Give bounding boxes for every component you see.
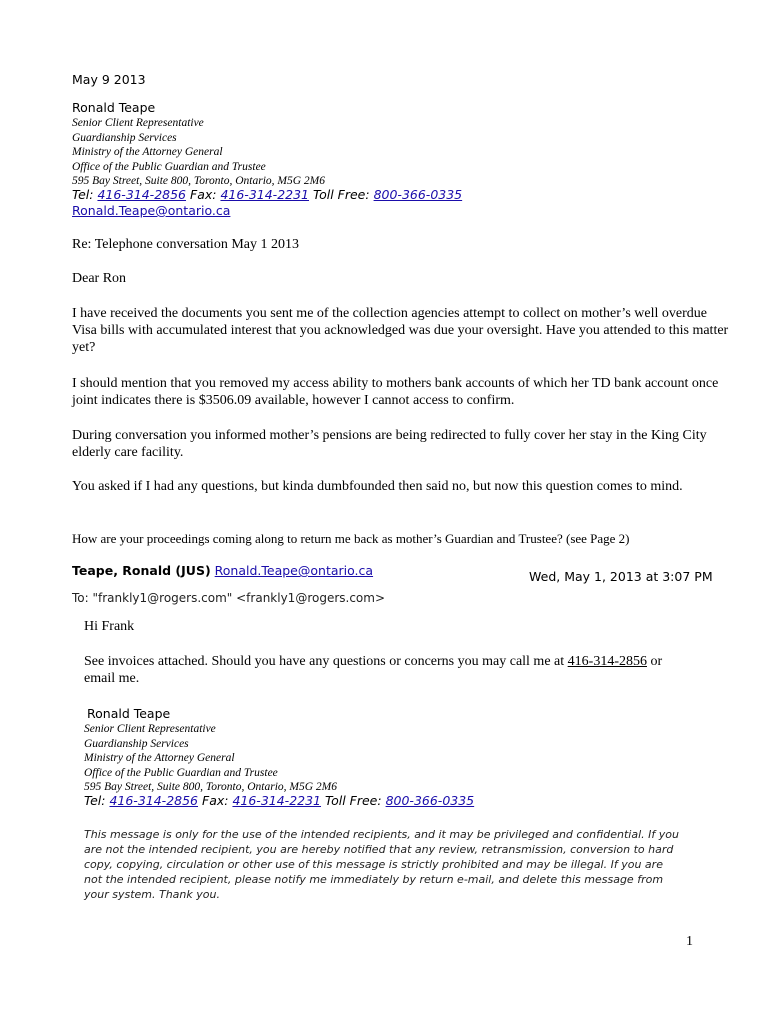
recipient-title: Senior Client Representative (72, 117, 204, 129)
fax-label: Fax: (190, 187, 217, 202)
guardian-question: How are your proceedings coming along to return me back as mother’s Guardian and Trustee? (see Page 2) (72, 531, 630, 546)
recipient-fax-link[interactable]: 416-314-2231 (220, 187, 310, 202)
recipient-office: Office of the Public Guardian and Trustee (72, 160, 266, 173)
paragraph-1: I have received the documents you sent me of the collection agencies attempt to collect on mother’s well overdue Visa bills with accumulated interest that you acknowledged was due your oversight. Have you attended to this matter yet? (72, 306, 729, 355)
email-body-pre: See invoices attached. Should you have any questions or concerns you may call me at (84, 654, 565, 669)
salutation: Dear Ron (72, 271, 127, 286)
recipient-tel-link[interactable]: 416-314-2856 (97, 187, 187, 202)
email-to-line: To: "frankly1@rogers.com" <frankly1@rogers.com> (72, 591, 386, 605)
recipient-tollfree-link[interactable]: 800-366-0335 (373, 187, 463, 202)
recipient-address: 595 Bay Street, Suite 800, Toronto, Ontario, M5G 2M6 (72, 175, 325, 187)
recipient-contact-line (72, 187, 462, 202)
recipient-email-link[interactable]: Ronald.Teape@ontario.ca (72, 203, 231, 218)
paragraph-2: I should mention that you removed my access ability to mothers bank accounts of which her TD bank account once joint indicates there is $3506.09 available, however I cannot access to confirm. (72, 376, 719, 408)
signature-fax-link[interactable]: 416-314-2231 (232, 793, 322, 808)
tollfree-label: Toll Free: (313, 187, 370, 202)
email-disclaimer: This message is only for the use of the intended recipients, and it may be privileged and confidential. If you are not the intended recipient, you are hereby notified that any review, retransmission, conversion to hard copy, copying, circulation or other use of this message is strictly prohibited and may be illegal. If you are not the intended recipient, please notify me immediately by return e-mail, and delete this message from your system. Thank you. (84, 828, 679, 901)
signature-department: Guardianship Services (84, 737, 189, 750)
sig-tel-label: Tel: (84, 793, 106, 808)
signature-tollfree-link[interactable]: 800-366-0335 (385, 793, 475, 808)
email-sender-line (72, 563, 373, 578)
paragraph-4: You asked if I had any questions, but kinda dumbfounded then said no, but now this question comes to mind. (72, 479, 683, 494)
paragraph-3: During conversation you informed mother’s pensions are being redirected to fully cover her stay in the King City elderly care facility. (72, 428, 707, 460)
sig-tollfree-label: Toll Free: (325, 793, 382, 808)
sender-email-link[interactable]: Ronald.Teape@ontario.ca (214, 563, 374, 578)
letter-date: May 9 2013 (72, 72, 146, 87)
re-line: Re: Telephone conversation May 1 2013 (72, 237, 299, 252)
email-greeting: Hi Frank (84, 619, 135, 634)
signature-office: Office of the Public Guardian and Trustee (84, 766, 278, 779)
email-body-phone-link[interactable]: 416-314-2856 (567, 654, 647, 669)
recipient-department: Guardianship Services (72, 131, 177, 144)
email-body-text (84, 653, 684, 687)
recipient-email-line (72, 203, 230, 218)
email-timestamp: Wed, May 1, 2013 at 3:07 PM (529, 569, 713, 584)
signature-title: Senior Client Representative (84, 723, 216, 735)
signature-tel-link[interactable]: 416-314-2856 (109, 793, 199, 808)
signature-name: Ronald Teape (87, 706, 171, 721)
email-body-post: or email me. (84, 654, 663, 686)
sender-name: Teape, Ronald (JUS) (72, 563, 211, 578)
signature-ministry: Ministry of the Attorney General (84, 752, 235, 764)
signature-address: 595 Bay Street, Suite 800, Toronto, Ontario, M5G 2M6 (84, 781, 337, 793)
recipient-name: Ronald Teape (72, 100, 156, 115)
signature-contact-line (84, 793, 474, 808)
sig-fax-label: Fax: (202, 793, 229, 808)
page-number: 1 (686, 934, 693, 949)
recipient-ministry: Ministry of the Attorney General (72, 146, 223, 158)
tel-label: Tel: (72, 187, 94, 202)
